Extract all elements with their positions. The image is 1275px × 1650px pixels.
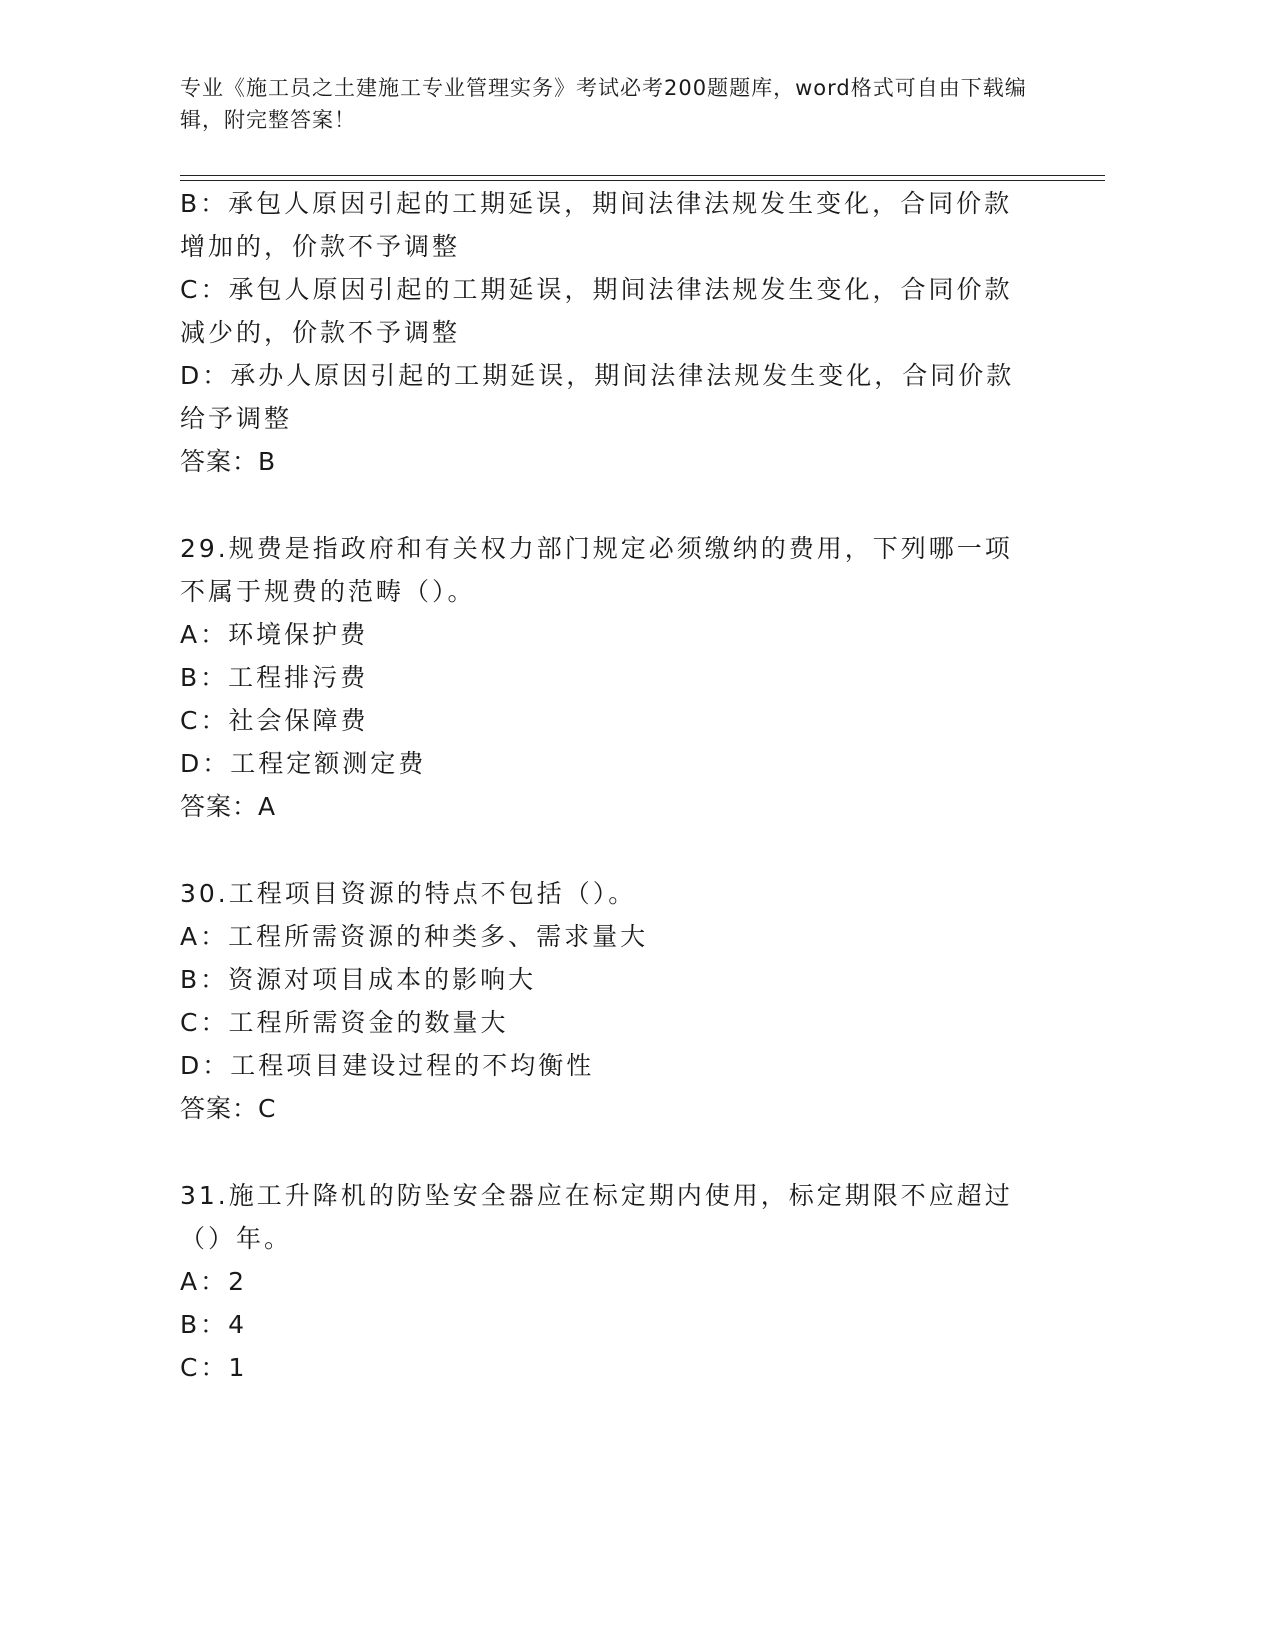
option-d: D：工程定额测定费 [180, 749, 427, 778]
answer: 答案：A [180, 792, 277, 821]
option-d: D：承办人原因引起的工期延误，期间法律法规发生变化，合同价款给予调整 [180, 361, 1015, 433]
answer: 答案：C [180, 1094, 277, 1123]
option-b: B：承包人原因引起的工期延误，期间法律法规发生变化，合同价款增加的，价款不予调整 [180, 189, 1013, 261]
option-b: B：资源对项目成本的影响大 [180, 965, 537, 994]
option-b: B：4 [180, 1310, 248, 1339]
answer: 答案：B [180, 447, 277, 476]
question-28-continued [180, 182, 1040, 483]
option-b: B：工程排污费 [180, 663, 369, 692]
option-a: A：工程所需资源的种类多、需求量大 [180, 922, 649, 951]
option-c: C：承包人原因引起的工期延误，期间法律法规发生变化，合同价款减少的，价款不予调整 [180, 275, 1013, 347]
option-c: C：1 [180, 1353, 248, 1382]
question-stem: 29.规费是指政府和有关权力部门规定必须缴纳的费用，下列哪一项不属于规费的范畴（）。 [180, 534, 1013, 606]
option-a: A：2 [180, 1267, 248, 1296]
question-31 [180, 1174, 1040, 1389]
question-29 [180, 527, 1040, 828]
option-c: C：工程所需资金的数量大 [180, 1008, 509, 1037]
page-title: 专业《施工员之土建施工专业管理实务》考试必考200题题库，word格式可自由下载编辑，附完整答案！ [180, 76, 1027, 132]
question-stem: 30.工程项目资源的特点不包括（）。 [180, 879, 637, 908]
document-body [180, 182, 1040, 1389]
question-30 [180, 872, 1040, 1130]
page-header [180, 72, 1060, 136]
option-d: D：工程项目建设过程的不均衡性 [180, 1051, 595, 1080]
question-stem: 31.施工升降机的防坠安全器应在标定期内使用，标定期限不应超过（）年。 [180, 1181, 1013, 1253]
header-divider [180, 175, 1105, 181]
option-c: C：社会保障费 [180, 706, 369, 735]
option-a: A：环境保护费 [180, 620, 369, 649]
